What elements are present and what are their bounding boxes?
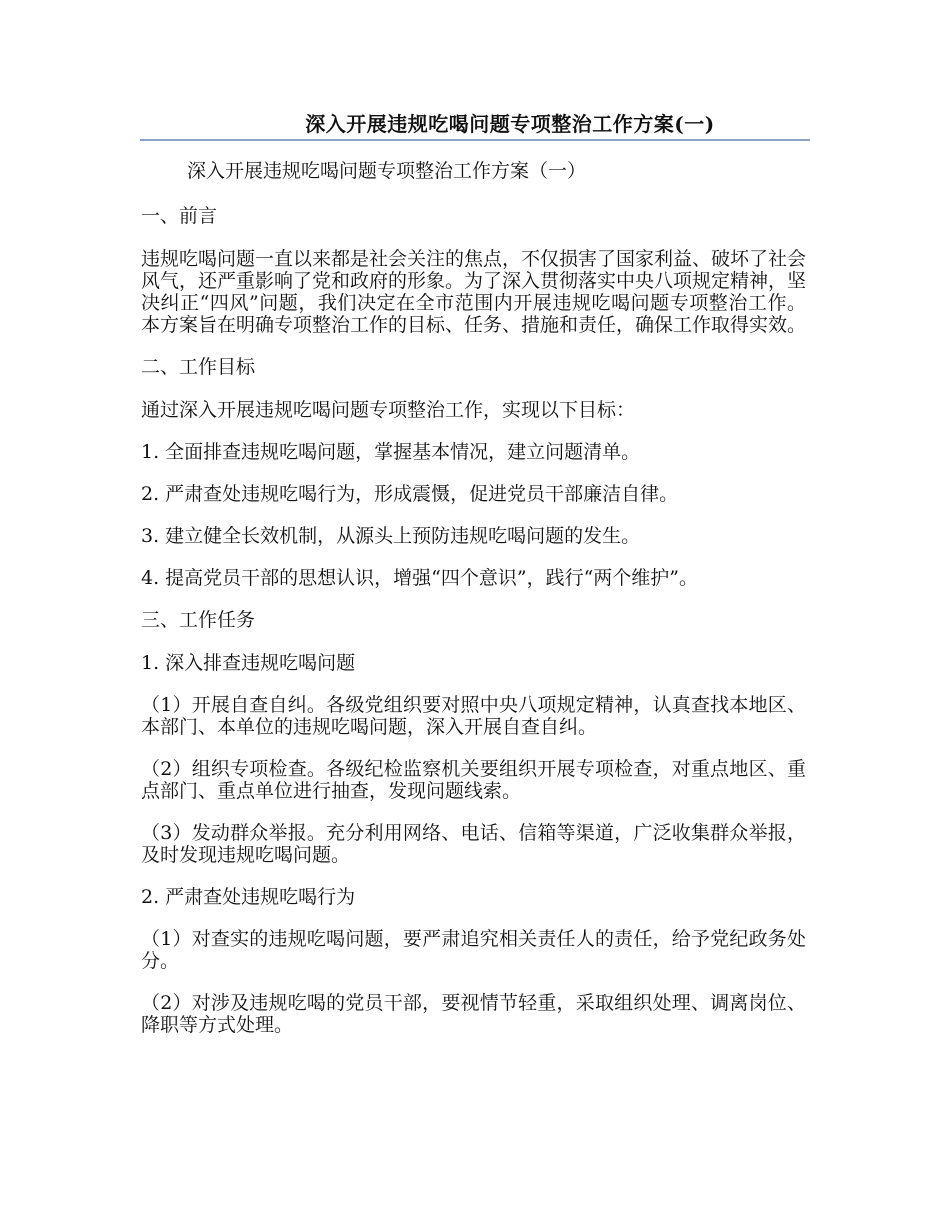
document-title: 深入开展违规吃喝问题专项整治工作方案(一): [305, 112, 715, 136]
document-subtitle: 深入开展违规吃喝问题专项整治工作方案（一）: [187, 160, 587, 182]
task-heading-2: 2. 严肃查处违规吃喝行为: [141, 886, 356, 908]
section-heading-preface: 一、前言: [141, 205, 218, 227]
task-heading-1: 1. 深入排查违规吃喝问题: [141, 652, 356, 674]
document-body: [141, 160, 806, 1056]
section-heading-tasks: 三、工作任务: [141, 609, 256, 631]
task-item-1-2: （2）组织专项检查。各级纪检监察机关要组织开展专项检查，对重点地区、重点部门、重点单位进行抽查，发现问题线索。: [141, 758, 806, 802]
task-item-1-1: （1）开展自查自纠。各级党组织要对照中央八项规定精神，认真查找本地区、本部门、本单位的违规吃喝问题，深入开展自查自纠。: [141, 694, 806, 738]
title-underline: [140, 139, 810, 141]
goal-item-3: 3. 建立健全长效机制，从源头上预防违规吃喝问题的发生。: [141, 525, 641, 547]
goal-item-1: 1. 全面排查违规吃喝问题，掌握基本情况，建立问题清单。: [141, 441, 641, 463]
paragraph-preface: 违规吃喝问题一直以来都是社会关注的焦点，不仅损害了国家利益、破坏了社会风气，还严重影响了党和政府的形象。为了深入贯彻落实中央八项规定精神，坚决纠正“四风”问题，我们决定在全市范围内开展违规吃喝问题专项整治工作。本方案旨在明确专项整治工作的目标、任务、措施和责任，确保工作取得实效。: [141, 248, 807, 336]
section-heading-goals: 二、工作目标: [141, 356, 256, 378]
task-item-1-3: （3）发动群众举报。充分利用网络、电话、信箱等渠道，广泛收集群众举报，及时发现违规吃喝问题。: [141, 822, 806, 866]
paragraph-goals-intro: 通过深入开展违规吃喝问题专项整治工作，实现以下目标：: [141, 399, 636, 421]
goal-item-4: 4. 提高党员干部的思想认识，增强“四个意识”，践行“两个维护”。: [141, 567, 699, 589]
task-item-2-2: （2）对涉及违规吃喝的党员干部，要视情节轻重，采取组织处理、调离岗位、降职等方式处理。: [141, 992, 806, 1036]
goal-item-2: 2. 严肃查处违规吃喝行为，形成震慑，促进党员干部廉洁自律。: [141, 483, 679, 505]
task-item-2-1: （1）对查实的违规吃喝问题，要严肃追究相关责任人的责任，给予党纪政务处分。: [141, 928, 806, 972]
